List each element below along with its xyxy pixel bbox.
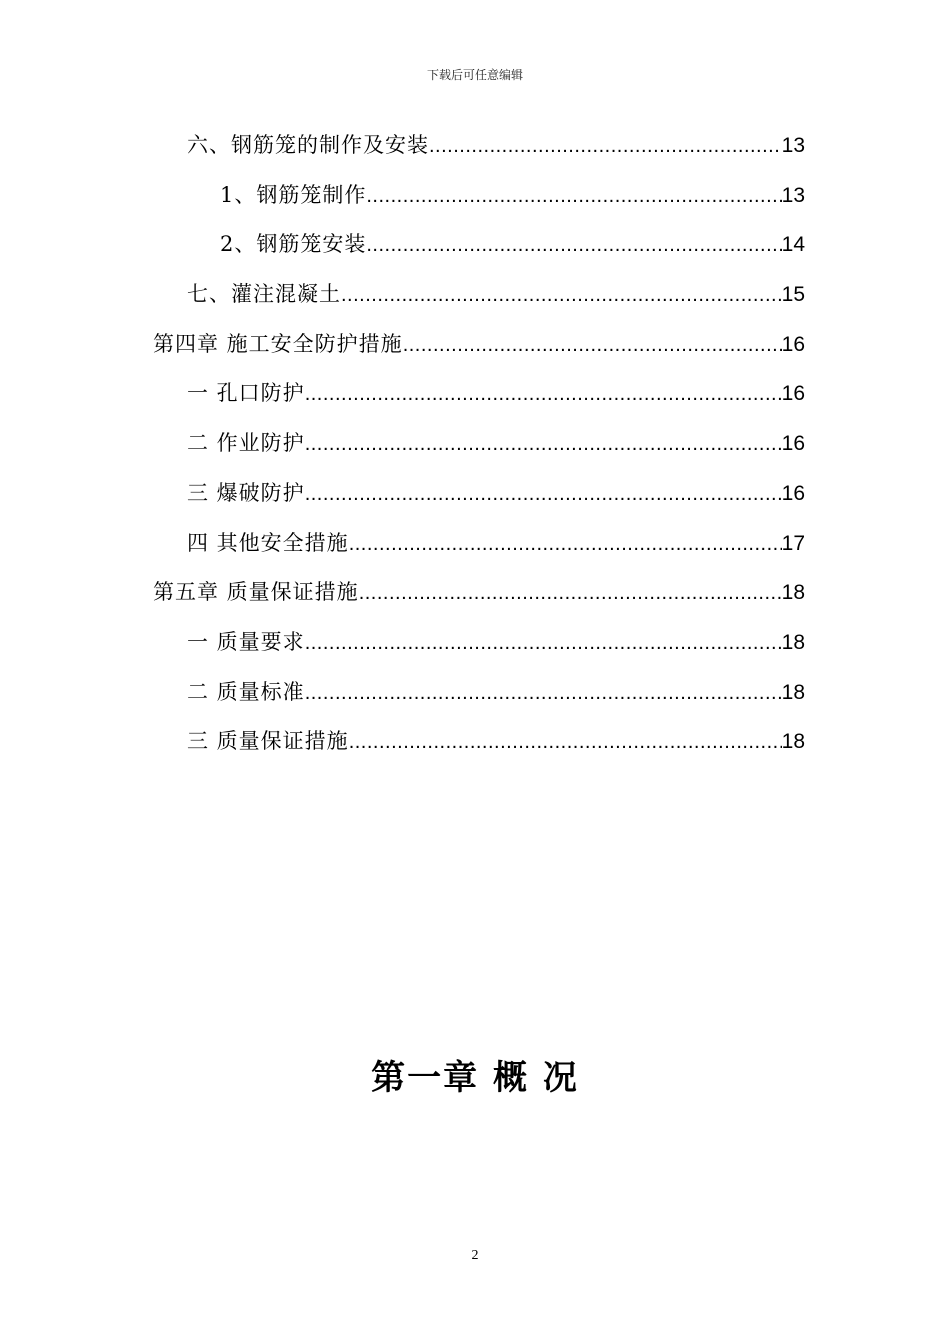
toc-entry[interactable]: [187, 279, 805, 309]
toc-entry-page: 15: [781, 283, 805, 306]
toc-entry-page: 14: [781, 233, 805, 256]
toc-leader-dots: [349, 529, 782, 559]
toc-leader-dots: [341, 280, 782, 310]
toc-entry-label: 第四章 施工安全防护措施: [153, 332, 403, 356]
toc-entry-page: 18: [781, 681, 805, 704]
toc-leader-dots: [305, 678, 782, 708]
toc-entry[interactable]: [187, 726, 805, 756]
toc-entry-page: 18: [781, 631, 805, 654]
toc-leader-dots: [366, 230, 781, 260]
toc-entry-page: 16: [781, 333, 805, 356]
toc-entry-label: 2、钢筋笼安装: [220, 232, 367, 256]
toc-entry-page: 18: [781, 730, 805, 753]
toc-entry-page: 18: [781, 581, 805, 604]
toc-leader-dots: [305, 479, 782, 509]
toc-entry-label: 六、钢筋笼的制作及安装: [187, 133, 429, 157]
toc-entry-page: 13: [781, 184, 805, 207]
toc-leader-dots: [366, 181, 781, 211]
toc-entry-page: 16: [781, 432, 805, 455]
toc-entry-page: 13: [781, 134, 805, 157]
toc-entry[interactable]: [187, 428, 805, 458]
toc-entry[interactable]: [187, 677, 805, 707]
toc-entry[interactable]: [187, 130, 805, 160]
toc-entry[interactable]: [187, 378, 805, 408]
toc-entry[interactable]: [187, 528, 805, 558]
toc-entry-page: 16: [781, 382, 805, 405]
toc-leader-dots: [305, 379, 782, 409]
toc-entry-label: 一 质量要求: [187, 630, 305, 654]
toc-entry-label: 二 质量标准: [187, 680, 305, 704]
toc-entry[interactable]: [153, 577, 805, 607]
toc-entry[interactable]: [220, 229, 805, 259]
toc-entry-label: 七、灌注混凝土: [187, 282, 341, 306]
toc-leader-dots: [305, 628, 782, 658]
toc-entry-label: 第五章 质量保证措施: [153, 580, 359, 604]
toc-entry-label: 三 质量保证措施: [187, 729, 349, 753]
toc-entry-label: 1、钢筋笼制作: [220, 183, 367, 207]
toc-entry[interactable]: [220, 180, 805, 210]
toc-entry-label: 四 其他安全措施: [187, 531, 349, 555]
toc-entry-label: 二 作业防护: [187, 431, 305, 455]
page-header: 下载后可任意编辑: [426, 68, 523, 82]
page-number: 2: [471, 1248, 479, 1263]
toc-leader-dots: [305, 429, 782, 459]
toc-entry[interactable]: [187, 627, 805, 657]
toc-leader-dots: [429, 131, 782, 161]
toc-entry[interactable]: [153, 329, 805, 359]
toc-entry-page: 16: [781, 482, 805, 505]
toc-leader-dots: [403, 330, 782, 360]
toc-leader-dots: [349, 727, 782, 757]
chapter-title: 第一章 概 况: [371, 1058, 579, 1098]
toc-leader-dots: [359, 578, 782, 608]
toc-entry-label: 一 孔口防护: [187, 381, 305, 405]
toc-entry[interactable]: [187, 478, 805, 508]
toc-entry-label: 三 爆破防护: [187, 481, 305, 505]
toc-entry-page: 17: [781, 532, 805, 555]
